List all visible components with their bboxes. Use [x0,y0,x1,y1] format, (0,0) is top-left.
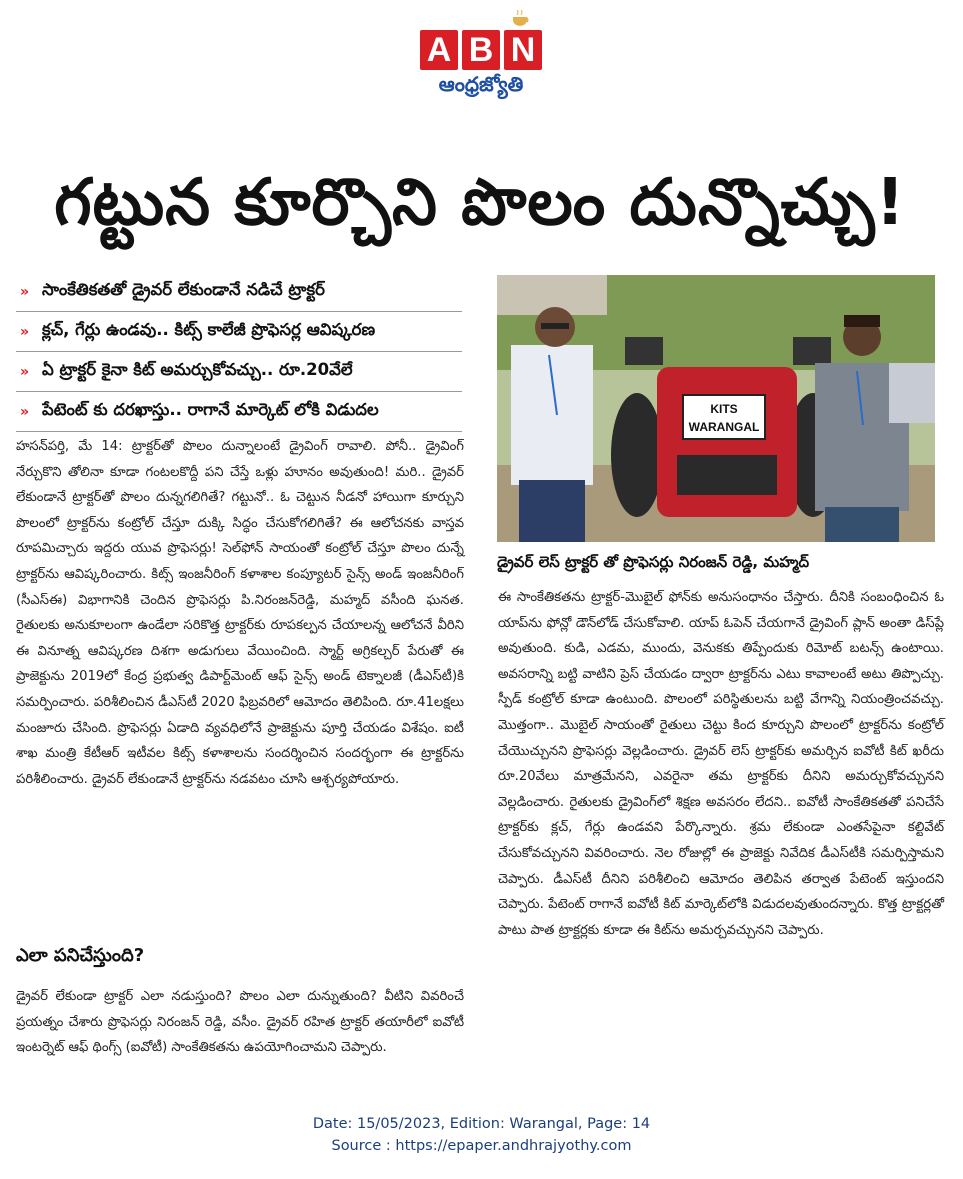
bullet-text: ఏ ట్రాక్టర్ కైనా కిట్ అమర్చుకోవచ్చు.. రూ.20వేలే [42,360,353,379]
article-body-left-2: డ్రైవర్ లేకుండా ట్రాక్టర్ ఎలా నడుస్తుంది? పొలం ఎలా దున్నుతుంది? వీటిని వివరించే ప్రయత్నం చేశారు ప్రొఫెసర్లు నిరంజన్ రెడ్డి, వసీం. డ్రైవర్ రహిత ట్రాక్టర్ తయారీలో ఐవోటీ ఇంటర్నెట్ ఆఫ్ థింగ్స్ (ఐవోటీ) సాంకేతికతను ఉపయోగించామని చెప్పారు. [16,989,464,1056]
bullet-text: క్లచ్, గేర్లు ఉండవు.. కిట్స్ కాలేజీ ప్రొఫెసర్ల ఆవిష్కరణ [42,320,376,339]
edition-date-line: Date: 15/05/2023, Edition: Warangal, Page: 14 [312,1116,651,1132]
sign-text-warangal: WARANGAL [688,420,760,434]
photo-caption: డ్రైవర్ లెస్ ట్రాక్టర్ తో ప్రొఫెసర్లు నిరంజన్ రెడ్డి, మహ్మద్ [497,553,810,571]
tractor-photo-illustration [497,275,935,542]
cup-icon [510,10,532,26]
masthead-logo [420,8,542,100]
double-chevron-icon: » [20,283,30,300]
bullet-item [16,312,462,352]
summary-bullets [16,272,462,432]
logo-letter-n: N [504,30,542,70]
logo-letter-a: A [420,30,458,70]
bullet-item [16,352,462,392]
edition-footer [0,1113,963,1157]
article-body-left: హసన్‌పర్తి, మే 14: ట్రాక్టర్‌తో పొలం దున్నాలంటే డ్రైవింగ్ రావాలి. పోనీ.. డ్రైవింగ్ నేర్చుకొని తోలినా కూడా గంటలకొద్దీ పని చేస్తే ఒళ్లు హూనం అవుతుంది! మరి.. డ్రైవర్ లేకుండానే ట్రాక్టర్‌తో పొలం దున్నగలిగితే? గట్టునో.. ఓ చెట్టున నీడనో హాయిగా కూర్చుని పొలంలో ట్రాక్టర్‌ను కంట్రోల్ చేస్తూ దుక్కి సిద్ధం చేసుకోగలిగితే? ఈ ఆలోచనకు వాస్తవ రూపమిచ్చారు ఇద్దరు యువ ప్రొఫెసర్లు! సెల్‌ఫోన్ సాయంతో కంట్రోల్ చేస్తూ పొలం దున్నే ట్రాక్టర్‌ను ఆవిష్కరించారు. కిట్స్ ఇంజనీరింగ్ కళాశాల కంప్యూటర్ సైన్స్ అండ్ ఇంజనీరింగ్ (సీఎస్ఈ) విభాగానికి చెందిన ప్రొఫెసర్లు పి.నిరంజన్‌రెడ్డి, మహ్మద్ వసీంది ఘనత. రైతులకు అనుకూలంగా ఉండేలా సరికొత్త ట్రాక్టర్‌కు రూపకల్పన చేయాలన్న ఆలోచనే వీరిని ఈ వినూత్న ఆవిష్కరణ దిశగా అడుగులు వేయించింది. స్మార్ట్ అగ్రికల్చర్ పేరుతో ఈ ప్రాజెక్టును 2019లో కేంద్ర ప్రభుత్వ డిపార్ట్‌మెంట్ ఆఫ్ సైన్స్ అండ్ టెక్నాలజీ (డీఎస్‌టీ)కి సమర్పించారు. పరిశీలించిన డీఎస్‌టీ 2020 ఫిబ్రవరిలో ఆమోదం తెలిపింది. రూ.41లక్షలు మంజూరు చేసింది. ప్రొఫెసర్లు ఏడాది వ్యవధిలోనే ప్రాజెక్టును పూర్తి చేయడం విశేషం. ఐటీ శాఖ మంత్రి కేటీఆర్ ఇటీవల కిట్స్ కళాశాలను సందర్శించిన సందర్భంగా ఈ ట్రాక్టర్‌ను పరిశీలించారు. డ్రైవర్ లేకుండానే ట్రాక్టర్‌ను నడవటం చూసి ఆశ్చర్యపోయారు. [16,439,464,787]
double-chevron-icon: » [20,403,30,420]
double-chevron-icon: » [20,363,30,380]
bullet-item [16,272,462,312]
headline: గట్టున కూర్చొని పొలం దున్నొచ్చు! [54,166,906,240]
brand-name: ఆంధ్రజ్యోతి [438,72,524,96]
logo-letter-b: B [462,30,500,70]
sign-text-kits: KITS [710,402,738,416]
article-body-right: ఈ సాంకేతికతను ట్రాక్టర్-మొబైల్ ఫోన్‌కు అనుసంధానం చేస్తారు. దీనికి సంబంధించిన ఓ యాప్‌ను ఫోన్లో డౌన్‌లోడ్ చేసుకోవాలి. యాప్ ఓపెన్ చేయగానే డ్రైవింగ్ ప్లాన్ అంతా డిస్‌ప్లే అవుతుంది. కుడి, ఎడమ, ముందు, వెనుకకు తిప్పేందుకు రిమోట్ బటన్స్ ఉంటాయి. అవసరాన్ని బట్టి వాటిని ప్రెస్ చేయడం ద్వారా ట్రాక్టర్‌ను ఎటు కావాలంటే అటు తిప్పొచ్చు. స్పీడ్ కంట్రోల్ కూడా ఉంటుంది. పొలంలో పరిస్థితులను బట్టి వేగాన్ని నియంత్రించవచ్చు. మొత్తంగా.. మొబైల్ సాయంతో రైతులు చెట్టు కింద కూర్చుని పొలంలో ట్రాక్టర్‌ను కంట్రోల్ చేయొచ్చునని ప్రొఫెసర్లు వెల్లడించారు. డ్రైవర్ లెస్ ట్రాక్టర్‌కు అమర్చిన ఐవోటీ కిట్ ఖరీదు రూ.20వేలు మాత్రమేనని, ఎవరైనా తమ ట్రాక్టర్‌కు దీనిని అమర్చుకోవచ్చునని వెల్లడించారు. రైతులకు డ్రైవింగ్‌లో శిక్షణ అవసరం లేదని.. ఐవోటీ సాంకేతికతతో పనిచేసే ట్రాక్టర్‌కు క్లచ్, గేర్లు ఉండవని పేర్కొన్నారు. శ్రమ లేకుండా ఎంతసేపైనా కల్టివేట్ చేసుకోవచ్చునని వివరించారు. నెల రోజుల్లో ఈ ప్రాజెక్టు నివేదిక డీఎస్‌టీకి సమర్పిస్తామని చెప్పారు. డీఎస్‌టీ దీనిని పరిశీలించి ఆమోదం తెలిపిన తర్వాత పేటెంట్ ఇస్తుందని చెప్పారు. పేటెంట్ రాగానే ఐవోటీ కిట్ మార్కెట్‌లోకి విడుదలవుతుందన్నారు. కొత్త ట్రాక్టర్లతో పాటు పాత ట్రాక్టర్లకు కూడా ఈ కిట్‌ను అమర్చవచ్చునని చెప్పారు. [498,590,944,938]
double-chevron-icon: » [20,323,30,340]
article-photo [497,275,935,542]
article-subheading: ఎలా పనిచేస్తుంది? [16,945,145,966]
source-url-line[interactable]: Source : https://epaper.andhrajyothy.com [331,1138,632,1154]
bullet-item [16,392,462,432]
bullet-text: పేటెంట్ కు దరఖాస్తు.. రాగానే మార్కెట్ లోకి విడుదల [42,400,379,419]
bullet-text: సాంకేతికతతో డ్రైవర్ లేకుండానే నడిచే ట్రాక్టర్ [42,280,325,299]
